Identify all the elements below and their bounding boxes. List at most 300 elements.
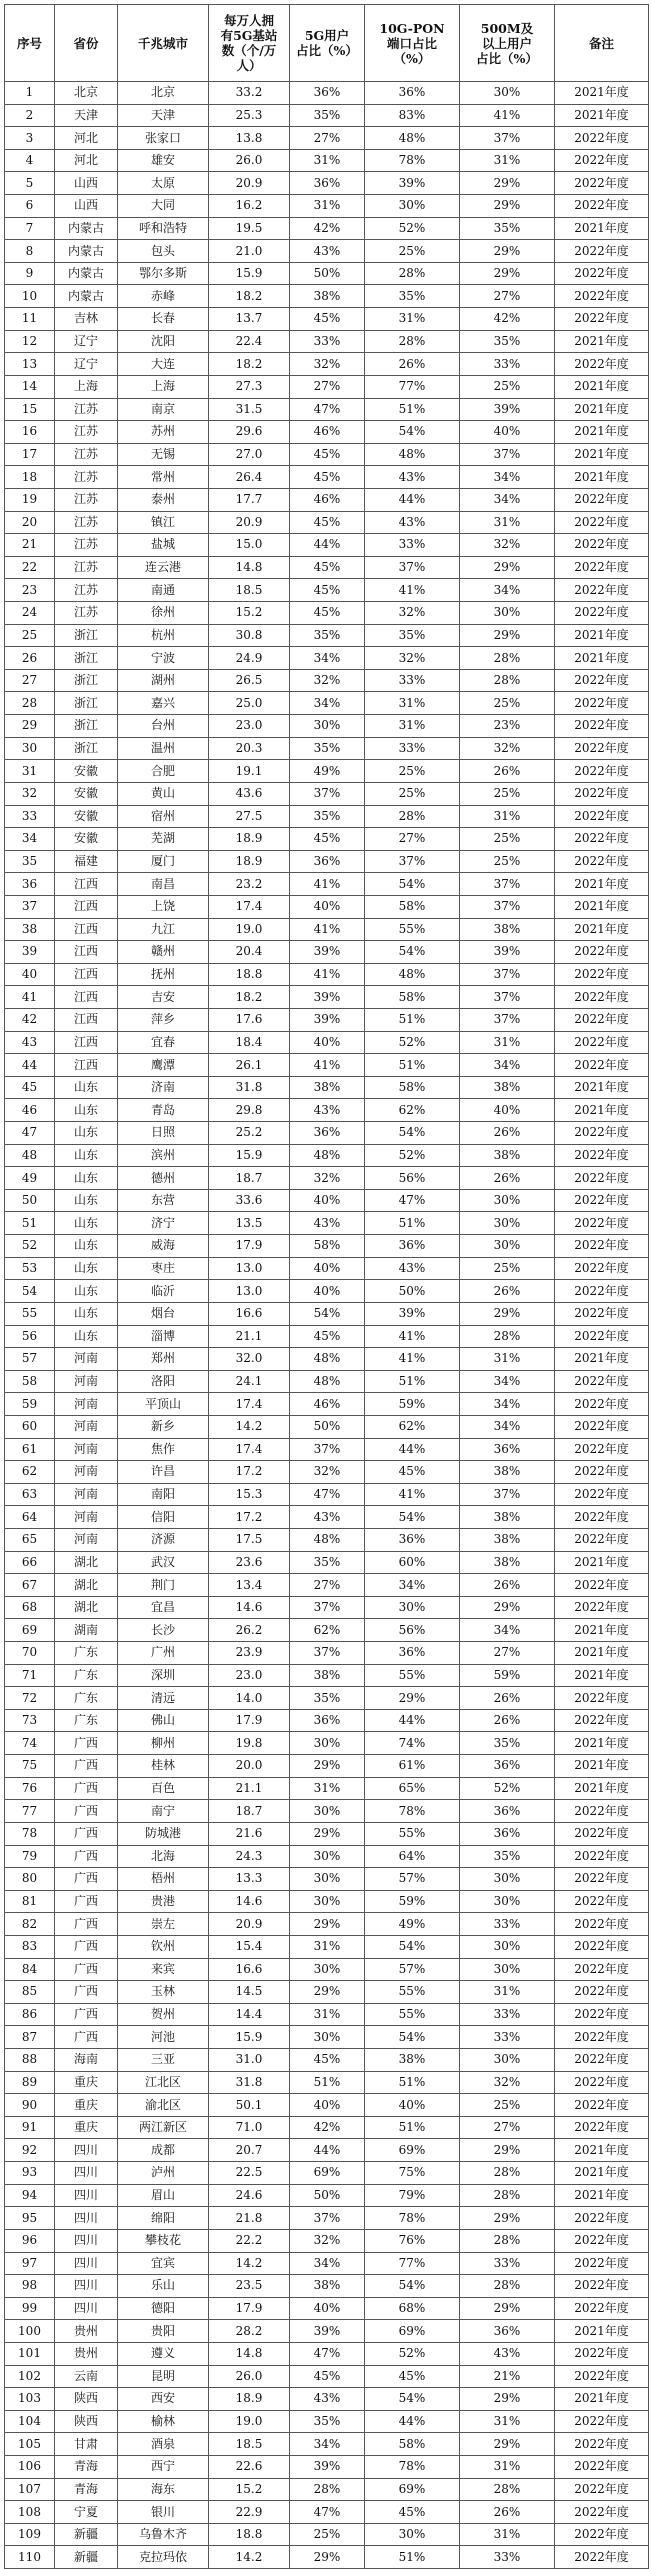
cell-index: 56: [5, 1325, 55, 1348]
cell-province: 河南: [55, 1483, 118, 1506]
cell-province: 山东: [55, 1099, 118, 1122]
cell-5g-user-share: 69%: [290, 2162, 365, 2185]
table-row: [5, 873, 649, 896]
cell-10g-pon-share: 44%: [365, 1709, 460, 1732]
cell-province: 北京: [55, 82, 118, 105]
cell-index: 14: [5, 375, 55, 398]
cell-note: 2021年度: [555, 2184, 649, 2207]
cell-5g-user-share: 25%: [290, 2523, 365, 2546]
cell-note: 2022年度: [555, 308, 649, 331]
cell-city: 连云港: [118, 556, 209, 579]
cell-5g-user-share: 35%: [290, 1687, 365, 1710]
cell-10g-pon-share: 50%: [365, 1280, 460, 1303]
cell-500m-user-share: 29%: [460, 556, 555, 579]
cell-5g-base-stations: 32.0: [209, 1348, 290, 1371]
cell-5g-user-share: 42%: [290, 2116, 365, 2139]
table-row: [5, 2094, 649, 2117]
cell-500m-user-share: 26%: [460, 1280, 555, 1303]
cell-5g-user-share: 58%: [290, 1235, 365, 1258]
cell-city: 南通: [118, 579, 209, 602]
cell-10g-pon-share: 68%: [365, 2297, 460, 2320]
cell-5g-base-stations: 18.4: [209, 1031, 290, 1054]
cell-index: 33: [5, 805, 55, 828]
gigabit-city-table: [4, 4, 649, 2569]
cell-note: 2022年度: [555, 511, 649, 534]
cell-10g-pon-share: 28%: [365, 805, 460, 828]
cell-10g-pon-share: 60%: [365, 1551, 460, 1574]
cell-500m-user-share: 33%: [460, 1913, 555, 1936]
cell-note: 2021年度: [555, 398, 649, 421]
cell-5g-base-stations: 19.0: [209, 918, 290, 941]
cell-province: 广西: [55, 2026, 118, 2049]
cell-5g-user-share: 54%: [290, 1302, 365, 1325]
cell-5g-base-stations: 15.4: [209, 1935, 290, 1958]
cell-10g-pon-share: 45%: [365, 1461, 460, 1484]
cell-index: 64: [5, 1506, 55, 1529]
cell-note: 2022年度: [555, 1122, 649, 1145]
cell-5g-base-stations: 15.2: [209, 602, 290, 625]
cell-city: 防城港: [118, 1822, 209, 1845]
cell-note: 2022年度: [555, 1144, 649, 1167]
table-row: [5, 2071, 649, 2094]
cell-5g-base-stations: 29.8: [209, 1099, 290, 1122]
table-row: [5, 2388, 649, 2411]
cell-500m-user-share: 28%: [460, 647, 555, 670]
cell-index: 3: [5, 127, 55, 150]
cell-index: 62: [5, 1461, 55, 1484]
cell-5g-base-stations: 24.6: [209, 2184, 290, 2207]
table-row: [5, 398, 649, 421]
cell-10g-pon-share: 58%: [365, 1076, 460, 1099]
cell-500m-user-share: 35%: [460, 330, 555, 353]
cell-500m-user-share: 52%: [460, 1777, 555, 1800]
cell-5g-user-share: 38%: [290, 2275, 365, 2298]
cell-note: 2021年度: [555, 330, 649, 353]
cell-city: 西安: [118, 2388, 209, 2411]
cell-city: 梧州: [118, 1868, 209, 1891]
cell-city: 新乡: [118, 1415, 209, 1438]
table-row: [5, 1958, 649, 1981]
cell-5g-user-share: 47%: [290, 1483, 365, 1506]
cell-province: 贵州: [55, 2320, 118, 2343]
cell-5g-user-share: 41%: [290, 918, 365, 941]
table-row: [5, 443, 649, 466]
cell-city: 温州: [118, 737, 209, 760]
cell-province: 山东: [55, 1325, 118, 1348]
cell-5g-base-stations: 17.4: [209, 1393, 290, 1416]
cell-5g-user-share: 45%: [290, 443, 365, 466]
cell-500m-user-share: 27%: [460, 1642, 555, 1665]
cell-index: 31: [5, 760, 55, 783]
cell-province: 新疆: [55, 2523, 118, 2546]
cell-10g-pon-share: 51%: [365, 1008, 460, 1031]
cell-5g-user-share: 45%: [290, 466, 365, 489]
cell-500m-user-share: 34%: [460, 1415, 555, 1438]
cell-province: 江苏: [55, 398, 118, 421]
table-row: [5, 1099, 649, 1122]
cell-5g-base-stations: 23.0: [209, 715, 290, 738]
cell-500m-user-share: 35%: [460, 1732, 555, 1755]
cell-500m-user-share: 39%: [460, 398, 555, 421]
cell-city: 深圳: [118, 1664, 209, 1687]
table-row: [5, 1008, 649, 1031]
cell-5g-user-share: 42%: [290, 217, 365, 240]
cell-10g-pon-share: 34%: [365, 1574, 460, 1597]
cell-province: 浙江: [55, 669, 118, 692]
cell-province: 四川: [55, 2162, 118, 2185]
cell-index: 46: [5, 1099, 55, 1122]
cell-province: 山东: [55, 1189, 118, 1212]
cell-city: 钦州: [118, 1935, 209, 1958]
cell-city: 海东: [118, 2478, 209, 2501]
cell-city: 九江: [118, 918, 209, 941]
cell-city: 来宾: [118, 1958, 209, 1981]
cell-note: 2022年度: [555, 2523, 649, 2546]
cell-5g-user-share: 46%: [290, 488, 365, 511]
cell-province: 山西: [55, 195, 118, 218]
cell-province: 重庆: [55, 2071, 118, 2094]
cell-5g-base-stations: 14.6: [209, 1890, 290, 1913]
cell-10g-pon-share: 58%: [365, 2433, 460, 2456]
cell-index: 81: [5, 1890, 55, 1913]
cell-city: 平顶山: [118, 1393, 209, 1416]
cell-province: 宁夏: [55, 2501, 118, 2524]
cell-province: 山东: [55, 1302, 118, 1325]
cell-index: 69: [5, 1619, 55, 1642]
cell-5g-base-stations: 18.8: [209, 2523, 290, 2546]
cell-5g-user-share: 30%: [290, 1958, 365, 1981]
cell-index: 19: [5, 488, 55, 511]
cell-note: 2022年度: [555, 1483, 649, 1506]
cell-500m-user-share: 25%: [460, 375, 555, 398]
cell-5g-base-stations: 31.0: [209, 2049, 290, 2072]
cell-5g-user-share: 45%: [290, 602, 365, 625]
cell-5g-base-stations: 18.2: [209, 285, 290, 308]
table-row: [5, 782, 649, 805]
cell-province: 江西: [55, 1031, 118, 1054]
cell-index: 68: [5, 1596, 55, 1619]
table-row: [5, 1302, 649, 1325]
cell-5g-base-stations: 17.7: [209, 488, 290, 511]
cell-city: 洛阳: [118, 1370, 209, 1393]
cell-note: 2022年度: [555, 692, 649, 715]
cell-5g-user-share: 46%: [290, 421, 365, 444]
cell-province: 天津: [55, 104, 118, 127]
cell-index: 110: [5, 2546, 55, 2569]
cell-city: 南阳: [118, 1483, 209, 1506]
cell-province: 福建: [55, 850, 118, 873]
cell-note: 2022年度: [555, 1709, 649, 1732]
table-row: [5, 466, 649, 489]
cell-5g-base-stations: 18.9: [209, 2388, 290, 2411]
cell-500m-user-share: 31%: [460, 1348, 555, 1371]
cell-5g-base-stations: 24.3: [209, 1845, 290, 1868]
cell-5g-base-stations: 23.0: [209, 1664, 290, 1687]
cell-500m-user-share: 30%: [460, 1235, 555, 1258]
table-row: [5, 2116, 649, 2139]
cell-city: 黄山: [118, 782, 209, 805]
cell-province: 江苏: [55, 602, 118, 625]
cell-index: 83: [5, 1935, 55, 1958]
cell-500m-user-share: 35%: [460, 217, 555, 240]
cell-5g-user-share: 37%: [290, 1596, 365, 1619]
cell-note: 2022年度: [555, 1393, 649, 1416]
cell-index: 50: [5, 1189, 55, 1212]
cell-5g-user-share: 32%: [290, 2229, 365, 2252]
cell-5g-user-share: 39%: [290, 941, 365, 964]
cell-city: 长沙: [118, 1619, 209, 1642]
table-row: [5, 1890, 649, 1913]
cell-note: 2021年度: [555, 895, 649, 918]
cell-note: 2022年度: [555, 850, 649, 873]
cell-index: 91: [5, 2116, 55, 2139]
cell-10g-pon-share: 78%: [365, 149, 460, 172]
table-row: [5, 2049, 649, 2072]
cell-city: 合肥: [118, 760, 209, 783]
cell-5g-user-share: 48%: [290, 1370, 365, 1393]
table-row: [5, 1935, 649, 1958]
cell-500m-user-share: 29%: [460, 2297, 555, 2320]
table-row: [5, 602, 649, 625]
table-row: [5, 488, 649, 511]
cell-5g-base-stations: 18.7: [209, 1800, 290, 1823]
cell-city: 乐山: [118, 2275, 209, 2298]
cell-500m-user-share: 26%: [460, 1122, 555, 1145]
cell-province: 甘肃: [55, 2433, 118, 2456]
cell-province: 江苏: [55, 556, 118, 579]
cell-city: 郑州: [118, 1348, 209, 1371]
cell-index: 65: [5, 1529, 55, 1552]
cell-note: 2021年度: [555, 104, 649, 127]
cell-note: 2022年度: [555, 963, 649, 986]
cell-5g-base-stations: 31.8: [209, 1076, 290, 1099]
cell-city: 淄博: [118, 1325, 209, 1348]
cell-note: 2022年度: [555, 2049, 649, 2072]
cell-5g-base-stations: 15.9: [209, 2026, 290, 2049]
cell-city: 芜湖: [118, 828, 209, 851]
cell-5g-user-share: 31%: [290, 2003, 365, 2026]
cell-5g-base-stations: 30.8: [209, 624, 290, 647]
cell-5g-user-share: 28%: [290, 2478, 365, 2501]
cell-5g-base-stations: 19.5: [209, 217, 290, 240]
cell-note: 2021年度: [555, 82, 649, 105]
cell-city: 河池: [118, 2026, 209, 2049]
cell-city: 南京: [118, 398, 209, 421]
cell-5g-base-stations: 20.7: [209, 2139, 290, 2162]
cell-10g-pon-share: 79%: [365, 2184, 460, 2207]
cell-5g-base-stations: 22.5: [209, 2162, 290, 2185]
cell-index: 45: [5, 1076, 55, 1099]
cell-5g-base-stations: 33.6: [209, 1189, 290, 1212]
cell-province: 山东: [55, 1122, 118, 1145]
cell-5g-user-share: 41%: [290, 873, 365, 896]
cell-province: 广西: [55, 1822, 118, 1845]
cell-note: 2022年度: [555, 2501, 649, 2524]
cell-10g-pon-share: 48%: [365, 443, 460, 466]
cell-5g-user-share: 34%: [290, 2252, 365, 2275]
cell-5g-base-stations: 25.2: [209, 1122, 290, 1145]
cell-province: 上海: [55, 375, 118, 398]
cell-10g-pon-share: 43%: [365, 1257, 460, 1280]
header-note: 备注: [555, 5, 649, 82]
cell-city: 乌鲁木齐: [118, 2523, 209, 2546]
cell-index: 92: [5, 2139, 55, 2162]
cell-5g-user-share: 40%: [290, 1189, 365, 1212]
cell-province: 吉林: [55, 308, 118, 331]
cell-5g-user-share: 32%: [290, 1461, 365, 1484]
table-row: [5, 82, 649, 105]
cell-city: 徐州: [118, 602, 209, 625]
cell-index: 52: [5, 1235, 55, 1258]
cell-5g-base-stations: 23.9: [209, 1642, 290, 1665]
cell-5g-user-share: 48%: [290, 1529, 365, 1552]
cell-city: 贵阳: [118, 2320, 209, 2343]
cell-5g-base-stations: 19.1: [209, 760, 290, 783]
cell-5g-base-stations: 17.4: [209, 1438, 290, 1461]
table-row: [5, 308, 649, 331]
cell-5g-base-stations: 17.9: [209, 1709, 290, 1732]
cell-index: 89: [5, 2071, 55, 2094]
table-row: [5, 1913, 649, 1936]
cell-10g-pon-share: 35%: [365, 285, 460, 308]
cell-note: 2022年度: [555, 172, 649, 195]
cell-10g-pon-share: 54%: [365, 421, 460, 444]
cell-500m-user-share: 25%: [460, 1257, 555, 1280]
cell-5g-base-stations: 19.8: [209, 1732, 290, 1755]
cell-500m-user-share: 29%: [460, 2139, 555, 2162]
cell-500m-user-share: 31%: [460, 2455, 555, 2478]
cell-city: 泸州: [118, 2162, 209, 2185]
cell-city: 鹰潭: [118, 1054, 209, 1077]
cell-5g-user-share: 39%: [290, 1008, 365, 1031]
cell-10g-pon-share: 44%: [365, 1438, 460, 1461]
cell-index: 7: [5, 217, 55, 240]
cell-500m-user-share: 37%: [460, 986, 555, 1009]
cell-city: 克拉玛依: [118, 2546, 209, 2569]
cell-province: 广西: [55, 1868, 118, 1891]
cell-5g-user-share: 31%: [290, 1935, 365, 1958]
table-row: [5, 2365, 649, 2388]
table-row: [5, 2184, 649, 2207]
cell-5g-user-share: 47%: [290, 2501, 365, 2524]
cell-10g-pon-share: 49%: [365, 1913, 460, 1936]
cell-10g-pon-share: 41%: [365, 1483, 460, 1506]
cell-city: 成都: [118, 2139, 209, 2162]
cell-5g-user-share: 40%: [290, 1280, 365, 1303]
cell-5g-base-stations: 14.2: [209, 2546, 290, 2569]
cell-index: 42: [5, 1008, 55, 1031]
cell-5g-base-stations: 19.0: [209, 2410, 290, 2433]
cell-province: 广西: [55, 1800, 118, 1823]
header-row: [5, 5, 649, 82]
table-row: [5, 1415, 649, 1438]
table-row: [5, 1619, 649, 1642]
cell-500m-user-share: 37%: [460, 127, 555, 150]
cell-note: 2021年度: [555, 375, 649, 398]
cell-10g-pon-share: 30%: [365, 2523, 460, 2546]
cell-500m-user-share: 36%: [460, 1800, 555, 1823]
cell-5g-user-share: 39%: [290, 2320, 365, 2343]
cell-province: 浙江: [55, 624, 118, 647]
cell-index: 8: [5, 240, 55, 263]
cell-5g-base-stations: 18.2: [209, 353, 290, 376]
cell-province: 河南: [55, 1438, 118, 1461]
cell-city: 贵港: [118, 1890, 209, 1913]
table-row: [5, 1167, 649, 1190]
table-row: [5, 1574, 649, 1597]
cell-city: 信阳: [118, 1506, 209, 1529]
cell-index: 13: [5, 353, 55, 376]
cell-10g-pon-share: 25%: [365, 760, 460, 783]
cell-500m-user-share: 30%: [460, 2049, 555, 2072]
cell-5g-user-share: 29%: [290, 1981, 365, 2004]
cell-10g-pon-share: 69%: [365, 2139, 460, 2162]
cell-city: 许昌: [118, 1461, 209, 1484]
cell-5g-user-share: 29%: [290, 2546, 365, 2569]
table-row: [5, 2229, 649, 2252]
cell-city: 厦门: [118, 850, 209, 873]
cell-5g-base-stations: 23.5: [209, 2275, 290, 2298]
cell-5g-user-share: 40%: [290, 895, 365, 918]
cell-10g-pon-share: 74%: [365, 1732, 460, 1755]
cell-500m-user-share: 28%: [460, 2184, 555, 2207]
header-province: 省份: [55, 5, 118, 82]
cell-5g-base-stations: 13.4: [209, 1574, 290, 1597]
cell-10g-pon-share: 54%: [365, 941, 460, 964]
table-row: [5, 1755, 649, 1778]
cell-10g-pon-share: 25%: [365, 782, 460, 805]
cell-city: 临沂: [118, 1280, 209, 1303]
cell-10g-pon-share: 55%: [365, 1981, 460, 2004]
cell-city: 广州: [118, 1642, 209, 1665]
cell-5g-base-stations: 26.1: [209, 1054, 290, 1077]
cell-10g-pon-share: 54%: [365, 1506, 460, 1529]
cell-5g-base-stations: 18.8: [209, 963, 290, 986]
cell-note: 2021年度: [555, 873, 649, 896]
cell-index: 97: [5, 2252, 55, 2275]
cell-10g-pon-share: 37%: [365, 850, 460, 873]
cell-10g-pon-share: 62%: [365, 1099, 460, 1122]
cell-10g-pon-share: 43%: [365, 466, 460, 489]
table-row: [5, 2523, 649, 2546]
cell-note: 2021年度: [555, 1755, 649, 1778]
table-row: [5, 1122, 649, 1145]
cell-index: 108: [5, 2501, 55, 2524]
cell-5g-base-stations: 31.8: [209, 2071, 290, 2094]
table-row: [5, 1031, 649, 1054]
cell-index: 5: [5, 172, 55, 195]
cell-note: 2021年度: [555, 421, 649, 444]
cell-500m-user-share: 38%: [460, 1551, 555, 1574]
cell-5g-user-share: 30%: [290, 715, 365, 738]
cell-500m-user-share: 38%: [460, 918, 555, 941]
table-row: [5, 2003, 649, 2026]
cell-province: 江西: [55, 873, 118, 896]
cell-500m-user-share: 30%: [460, 82, 555, 105]
cell-10g-pon-share: 52%: [365, 1031, 460, 1054]
cell-index: 79: [5, 1845, 55, 1868]
cell-province: 重庆: [55, 2094, 118, 2117]
cell-5g-base-stations: 43.6: [209, 782, 290, 805]
cell-province: 江苏: [55, 443, 118, 466]
cell-5g-user-share: 29%: [290, 1755, 365, 1778]
cell-10g-pon-share: 37%: [365, 556, 460, 579]
cell-note: 2022年度: [555, 1189, 649, 1212]
cell-5g-base-stations: 17.5: [209, 1529, 290, 1552]
cell-5g-user-share: 37%: [290, 2207, 365, 2230]
table-row: [5, 1981, 649, 2004]
cell-5g-user-share: 43%: [290, 1506, 365, 1529]
